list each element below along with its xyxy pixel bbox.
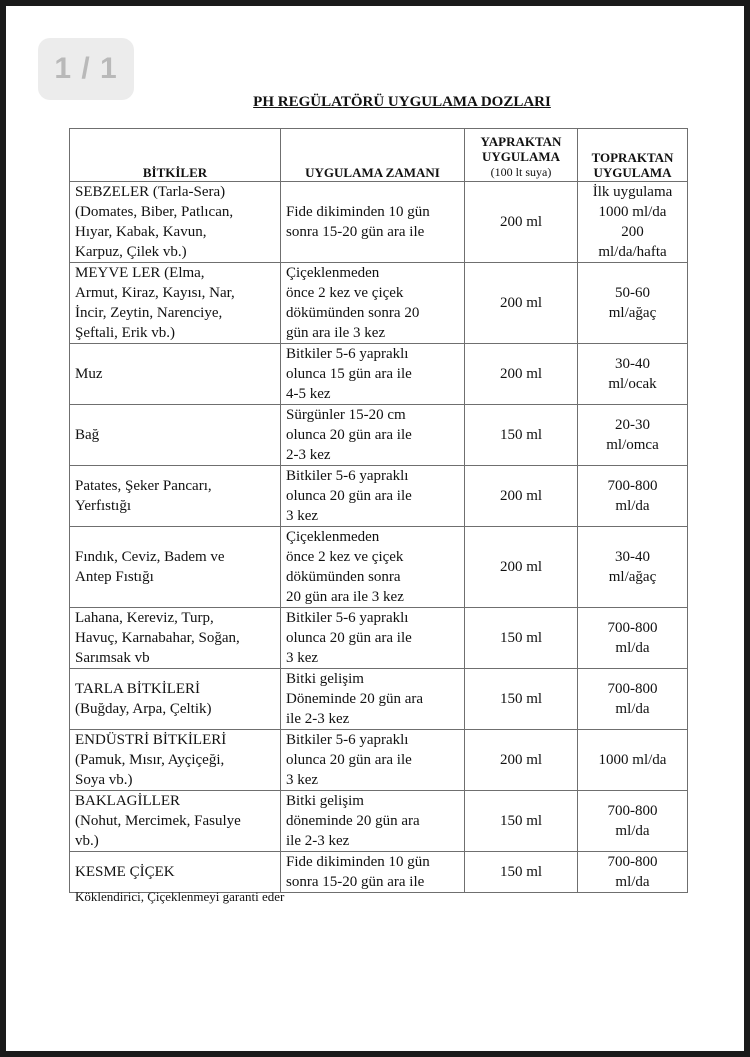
plant-cell: BAKLAGİLLER (Nohut, Mercimek, Fasulye vb.) (70, 791, 281, 852)
foliar-dose-cell: 200 ml (465, 527, 578, 608)
table-row (70, 466, 688, 527)
application-time-cell: Fide dikiminden 10 gün sonra 15-20 gün ara ile (281, 182, 465, 263)
plant-cell: SEBZELER (Tarla-Sera) (Domates, Biber, Patlıcan, Hıyar, Kabak, Kavun, Karpuz, Çilek vb.) (70, 182, 281, 263)
soil-dose-cell: 30-40 ml/ocak (578, 344, 688, 405)
application-time-cell: Çiçeklenmeden önce 2 kez ve çiçek dökümünden sonra 20 gün ara ile 3 kez (281, 527, 465, 608)
application-time-cell: Bitkiler 5-6 yapraklı olunca 20 gün ara ile 3 kez (281, 608, 465, 669)
table-row (70, 669, 688, 730)
soil-dose-cell: 1000 ml/da (578, 730, 688, 791)
plant-cell: MEYVE LER (Elma, Armut, Kiraz, Kayısı, Nar, İncir, Zeytin, Narenciye, Şeftali, Erik vb.) (70, 263, 281, 344)
foliar-dose-cell: 150 ml (465, 608, 578, 669)
soil-dose-cell: İlk uygulama 1000 ml/da 200 ml/da/hafta (578, 182, 688, 263)
plant-cell: Muz (70, 344, 281, 405)
soil-dose-cell: 30-40 ml/ağaç (578, 527, 688, 608)
header-soil: TOPRAKTAN UYGULAMA (578, 129, 688, 182)
table-row (70, 852, 688, 893)
plant-cell: Fındık, Ceviz, Badem ve Antep Fıstığı (70, 527, 281, 608)
application-time-cell: Bitkiler 5-6 yapraklı olunca 15 gün ara ile 4-5 kez (281, 344, 465, 405)
soil-dose-cell: 700-800 ml/da (578, 669, 688, 730)
table-row (70, 263, 688, 344)
application-time-cell: Bitkiler 5-6 yapraklı olunca 20 gün ara ile 3 kez (281, 466, 465, 527)
soil-dose-cell: 700-800 ml/da (578, 852, 688, 893)
footnote: Köklendirici, Çiçeklenmeyi garanti eder (75, 889, 285, 904)
foliar-dose-cell: 200 ml (465, 344, 578, 405)
document-title: PH REGÜLATÖRÜ UYGULAMA DOZLARI (253, 94, 551, 110)
foliar-dose-cell: 200 ml (465, 730, 578, 791)
soil-dose-cell: 700-800 ml/da (578, 466, 688, 527)
soil-dose-cell: 700-800 ml/da (578, 608, 688, 669)
foliar-dose-cell: 200 ml (465, 182, 578, 263)
foliar-dose-cell: 150 ml (465, 669, 578, 730)
soil-dose-cell: 700-800 ml/da (578, 791, 688, 852)
table-row (70, 608, 688, 669)
header-plants: BİTKİLER (70, 129, 281, 182)
table-row (70, 344, 688, 405)
page-indicator: 1 / 1 (38, 38, 134, 100)
table-row (70, 791, 688, 852)
foliar-dose-cell: 200 ml (465, 263, 578, 344)
application-time-cell: Bitki gelişim Döneminde 20 gün ara ile 2-3 kez (281, 669, 465, 730)
table-header-row (70, 129, 688, 182)
application-time-cell: Bitki gelişim döneminde 20 gün ara ile 2-3 kez (281, 791, 465, 852)
table-row (70, 527, 688, 608)
plant-cell: Patates, Şeker Pancarı, Yerfıstığı (70, 466, 281, 527)
application-time-cell: Çiçeklenmeden önce 2 kez ve çiçek dökümünden sonra 20 gün ara ile 3 kez (281, 263, 465, 344)
plant-cell: Bağ (70, 405, 281, 466)
soil-dose-cell: 20-30 ml/omca (578, 405, 688, 466)
table-row (70, 730, 688, 791)
soil-dose-cell: 50-60 ml/ağaç (578, 263, 688, 344)
foliar-dose-cell: 200 ml (465, 466, 578, 527)
header-foliar: YAPRAKTAN UYGULAMA (100 lt suya) (465, 129, 578, 182)
plant-cell: KESME ÇİÇEK (70, 852, 281, 893)
foliar-dose-cell: 150 ml (465, 791, 578, 852)
table-row (70, 405, 688, 466)
header-application-time: UYGULAMA ZAMANI (281, 129, 465, 182)
header-foliar-note: (100 lt suya) (490, 165, 552, 179)
plant-cell: Lahana, Kereviz, Turp, Havuç, Karnabahar, Soğan, Sarımsak vb (70, 608, 281, 669)
plant-cell: ENDÜSTRİ BİTKİLERİ (Pamuk, Mısır, Ayçiçeği, Soya vb.) (70, 730, 281, 791)
plant-cell: TARLA BİTKİLERİ (Buğday, Arpa, Çeltik) (70, 669, 281, 730)
foliar-dose-cell: 150 ml (465, 852, 578, 893)
application-time-cell: Bitkiler 5-6 yapraklı olunca 20 gün ara ile 3 kez (281, 730, 465, 791)
document-page (6, 6, 744, 1051)
table-row (70, 182, 688, 263)
application-time-cell: Sürgünler 15-20 cm olunca 20 gün ara ile 2-3 kez (281, 405, 465, 466)
dosage-table (69, 128, 688, 893)
foliar-dose-cell: 150 ml (465, 405, 578, 466)
application-time-cell: Fide dikiminden 10 gün sonra 15-20 gün ara ile (281, 852, 465, 893)
